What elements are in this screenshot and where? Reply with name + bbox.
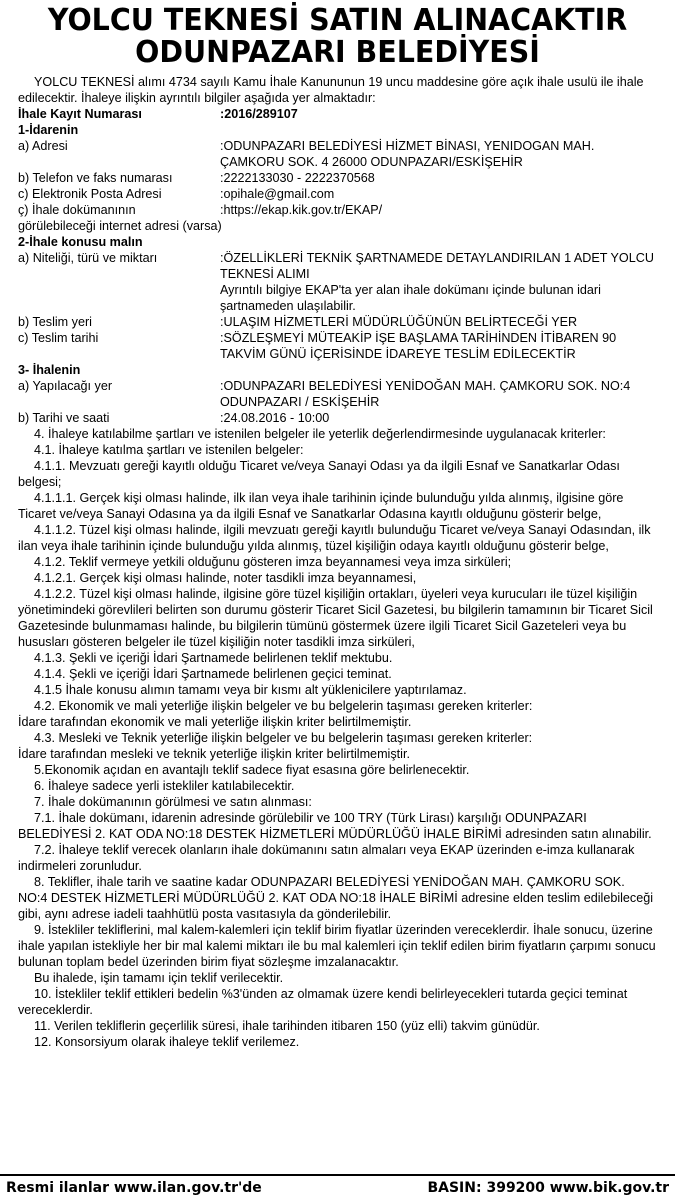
clause: 9. İstekliler tekliflerini, mal kalem-kalemleri için teklif birim fiyatlar üzerinden vereceklerdir. İhale sonucu, üzerine ihale yapılan istekliyle her bir mal kalemi miktarı ile bu mal kalemleri için teklif edilen birim fiyatların çarpımı sonucu bulunan toplam bedel üzerinden birim fiyat sözleşme imzalanacaktır. [18,923,656,969]
clause: 4.1.2.2. Tüzel kişi olması halinde, ilgisine göre tüzel kişiliğin ortakları, üyeleri veya kurucuları ile tüzel kişiliğin yönetimindeki görevlileri belirten son durumu gösterir Ticaret Sicil Gazetesi, bu bilgilerin tamamının bir Ticaret Sicil Gazetesinde bulunmaması halinde, bu bilgilerin tümünü göstermek üzere ilgili Ticaret Sicil Gazeteleri veya bu hususları gösteren belgeler ile tüzel kişiliğin noter tasdikli imza sirküleri, [18,587,653,649]
adres-value: :ODUNPAZARI BELEDİYESİ HİZMET BİNASI, YENIDOGAN MAH. ÇAMKORU SOK. 4 26000 ODUNPAZARI/ESKİŞEHİR [220,139,595,169]
footer-bar [0,1174,675,1200]
clause: 4.3. Mesleki ve Teknik yeterliğe ilişkin belgeler ve bu belgelerin taşıması gereken kriterler: [34,731,533,745]
teslim-tarihi-row [18,330,657,362]
eposta-row [18,186,657,202]
nitelik-note: Ayrıntılı bilgiye EKAP'ta yer alan ihale dokümanı içinde bulunan idari şartnameden ulaşılabilir. [220,283,601,313]
nitelik-row [18,250,657,314]
tel-value: :2222133030 - 2222370568 [220,171,375,185]
adres-row [18,138,657,170]
clause: 4.1.2. Teklif vermeye yetkili olduğunu gösteren imza beyannamesi veya imza sirküleri; [34,555,512,569]
clause: 4.1.1. Mevzuatı gereği kayıtlı olduğu Ticaret ve/veya Sanayi Odası ya da ilgili Esnaf ve Sanatkarlar Odası belgesi; [18,459,620,489]
dokuman-url: :https://ekap.kik.gov.tr/EKAP/ [220,203,383,217]
footer-left: Resmi ilanlar www.ilan.gov.tr'de [6,1180,262,1196]
clause: 8. Teklifler, ihale tarih ve saatine kadar ODUNPAZARI BELEDİYESİ YENİDOĞAN MAH. ÇAMKORU SOK. NO:4 DESTEK HİZMETLERİ MÜDÜRLÜĞÜ 2. KAT ODA NO:18 İHALE BİRİMİ adresine elden teslim edilebileceği gibi, aynı adrese iadeli taahhütlü posta vasıtasıyla da gönderilebilir. [18,875,654,921]
eposta-value: :opihale@gmail.com [220,187,335,201]
clause: İdare tarafından ekonomik ve mali yeterliğe ilişkin kriter belirtilmemiştir. [18,715,412,729]
clause: İdare tarafından mesleki ve teknik yeterliğe ilişkin kriter belirtilmemiştir. [18,747,410,761]
clause: 7.2. İhaleye teklif verecek olanların ihale dokümanını satın almaları veya EKAP üzerinden e-imza kullanarak indirmeleri zorunludur. [18,843,635,873]
kayit-label: İhale Kayıt Numarası [18,107,142,121]
teslim-yeri-label: b) Teslim yeri [18,315,92,329]
adres-label: a) Adresi [18,139,68,153]
dokuman-label: ç) İhale dokümanının [18,203,136,217]
dokuman-label-cont: görülebileceği internet adresi (varsa) [18,219,222,233]
notice-body [0,68,675,1050]
nitelik-label: a) Niteliği, türü ve miktarı [18,251,158,265]
section-3-heading: 3- İhalenin [18,363,81,377]
clause: 6. İhaleye sadece yerli istekliler katılabilecektir. [34,779,295,793]
kayit-value: :2016/289107 [220,107,298,121]
tel-label: b) Telefon ve faks numarası [18,171,173,185]
clause: 4.1.4. Şekli ve içeriği İdari Şartnamede belirlenen geçici teminat. [34,667,392,681]
teslim-yeri-row [18,314,657,330]
clause: 11. Verilen tekliflerin geçerlilik süresi, ihale tarihinden itibaren 150 (yüz elli) takvim günüdür. [34,1019,540,1033]
clause: 12. Konsorsiyum olarak ihaleye teklif verilemez. [34,1035,300,1049]
section-2-heading: 2-İhale konusu malın [18,235,143,249]
notice-title: YOLCU TEKNESİ SATIN ALINACAKTIR [47,3,628,38]
clause: 4.1.3. Şekli ve içeriği İdari Şartnamede belirlenen teklif mektubu. [34,651,393,665]
intro-paragraph: YOLCU TEKNESİ alımı 4734 sayılı Kamu İhale Kanununun 19 uncu maddesine göre açık ihale usulü ile ihale edilecektir. İhaleye ilişkin ayrıntılı bilgiler aşağıda yer almaktadır: [18,75,644,105]
teslim-yeri-value: :ULAŞIM HİZMETLERİ MÜDÜRLÜĞÜNÜN BELİRTECEĞİ YER [220,315,578,329]
clause: 7. İhale dokümanının görülmesi ve satın alınması: [34,795,312,809]
ihale-saati-value: :24.08.2016 - 10:00 [220,411,330,425]
section-1-heading: 1-İdarenin [18,123,79,137]
clause: Bu ihalede, işin tamamı için teklif verilecektir. [34,971,284,985]
notice-subtitle: ODUNPAZARI BELEDİYESİ [135,35,540,70]
clause: 4. İhaleye katılabilme şartları ve istenilen belgeler ile yeterlik değerlendirmesinde uygulanacak kriterler: [34,427,606,441]
clause: 4.1. İhaleye katılma şartları ve istenilen belgeler: [34,443,304,457]
nitelik-value: :ÖZELLİKLERİ TEKNİK ŞARTNAMEDE DETAYLANDIRILAN 1 ADET YOLCU TEKNESİ ALIMI [220,251,654,281]
ihale-yeri-row [18,378,657,410]
footer-right: BASIN: 399200 www.bik.gov.tr [427,1180,669,1196]
kayit-row [18,106,657,122]
ihale-saati-label: b) Tarihi ve saati [18,411,110,425]
clause: 7.1. İhale dokümanı, idarenin adresinde görülebilir ve 100 TRY (Türk Lirası) karşılığı ODUNPAZARI BELEDİYESİ 2. KAT ODA NO:18 DESTEK HİZMETLERİ MÜDÜRLÜĞÜ İHALE BİRİMİ adresinden satın alınabilir. [18,811,652,841]
clause: 4.2. Ekonomik ve mali yeterliğe ilişkin belgeler ve bu belgelerin taşıması gereken kriterler: [34,699,533,713]
clause: 4.1.1.1. Gerçek kişi olması halinde, ilk ilan veya ihale tarihinin içinde bulunduğu yılda alınmış, ilgisine göre Ticaret ve/veya Sanayi Odasına ya da ilgili Esnaf ve Sanatkarlar Odasına kayıtlı olduğunu gösterir belge, [18,491,624,521]
eposta-label: c) Elektronik Posta Adresi [18,187,162,201]
clause: 4.1.1.2. Tüzel kişi olması halinde, ilgili mevzuatı gereği kayıtlı bulunduğu Ticaret ve/veya Sanayi Odasından, ilk ilan veya ihale tarihinin içinde bulunduğu yılda alınmış, tüzel kişiliğin odaya kayıtlı olduğunu gösterir belge, [18,523,651,553]
ihale-yeri-value: :ODUNPAZARI BELEDİYESİ YENİDOĞAN MAH. ÇAMKORU SOK. NO:4 ODUNPAZARI / ESKİŞEHİR [220,379,631,409]
clause: 5.Ekonomik açıdan en avantajlı teklif sadece fiyat esasına göre belirlenecektir. [34,763,470,777]
ihale-saati-row [18,410,657,426]
teslim-tarihi-label: c) Teslim tarihi [18,331,99,345]
teslim-tarihi-value: :SÖZLEŞMEYİ MÜTEAKİP İŞE BAŞLAMA TARİHİNDEN İTİBAREN 90 TAKVİM GÜNÜ İÇERİSİNDE İDAREYE TESLİM EDİLECEKTİR [220,331,617,361]
dokuman-row [18,202,657,218]
clause: 10. İstekliler teklif ettikleri bedelin %3'ünden az olmamak üzere kendi belirleyecekleri tutarda geçici teminat vereceklerdir. [18,987,628,1017]
ihale-yeri-label: a) Yapılacağı yer [18,379,113,393]
tel-row [18,170,657,186]
clause: 4.1.5 İhale konusu alımın tamamı veya bir kısmı alt yüklenicilere yaptırılamaz. [34,683,467,697]
clause: 4.1.2.1. Gerçek kişi olması halinde, noter tasdikli imza beyannamesi, [34,571,417,585]
